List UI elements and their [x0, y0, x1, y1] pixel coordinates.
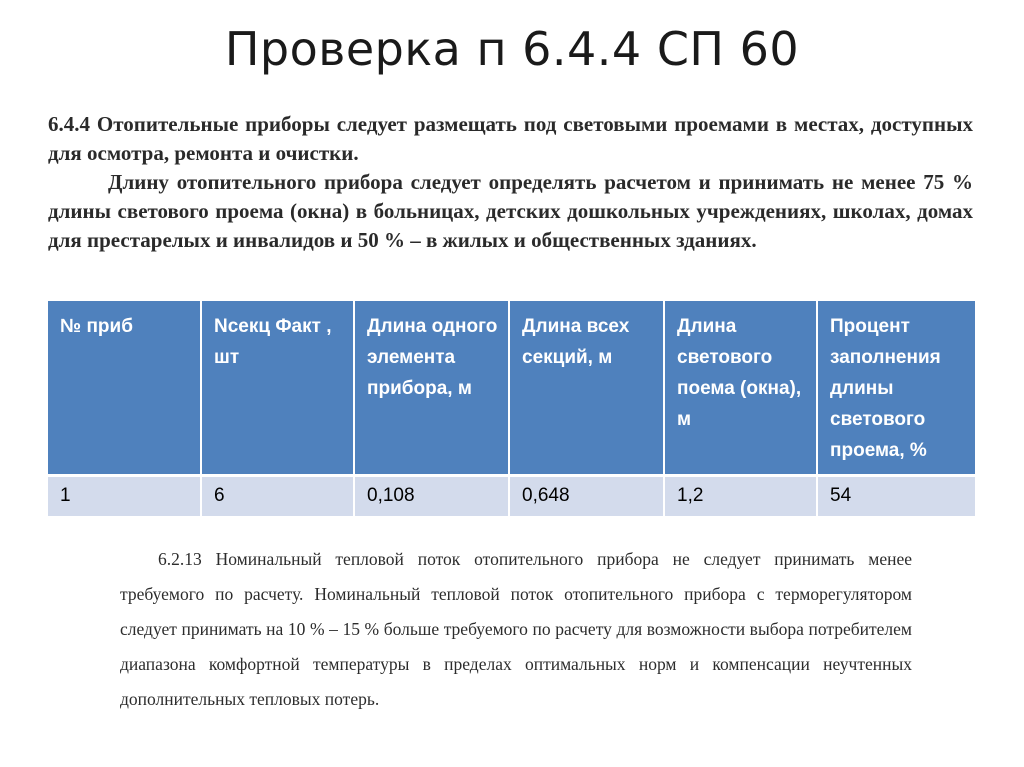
- regulation-excerpt-6-2-13: [120, 542, 912, 717]
- table-cell: 54: [817, 476, 975, 516]
- excerpt-paragraph: 6.4.4 Отопительные приборы следует размещать под световыми проемами в местах, доступных для осмотра, ремонта и очистки.: [48, 112, 973, 165]
- column-header-element-length: Длина одного элемента прибора, м: [354, 301, 509, 476]
- table-cell: 0,648: [509, 476, 664, 516]
- excerpt-paragraph: 6.2.13 Номинальный тепловой поток отопительного прибора не следует принимать менее требуемого по расчету. Номинальный тепловой поток отопительного прибора с терморегулятором следует принимать на 10 % – 15 % больше требуемого по расчету для возможности выбора потребителем диапазона комфортной температуры в пределах оптимальных норм и компенсации неучтенных дополнительных тепловых потерь.: [120, 549, 912, 709]
- table-row: [48, 476, 975, 516]
- table-cell: 0,108: [354, 476, 509, 516]
- column-header-total-length: Длина всех секций, м: [509, 301, 664, 476]
- slide-title: Проверка п 6.4.4 СП 60: [224, 22, 800, 76]
- column-header-window-length: Длина светового поема (окна), м: [664, 301, 817, 476]
- regulation-excerpt-6-4-4: [48, 110, 973, 255]
- column-header-fill-percent: Процент заполнения длины светового проема, %: [817, 301, 975, 476]
- table-cell: 1,2: [664, 476, 817, 516]
- heater-check-table: [48, 301, 975, 516]
- table-cell: 6: [201, 476, 354, 516]
- excerpt-paragraph: Длину отопительного прибора следует определять расчетом и принимать не менее 75 % длины светового проема (окна) в больницах, детских дошкольных учреждениях, школах, домах для престарелых и инвалидов и 50 % – в жилых и общественных зданиях.: [48, 170, 973, 252]
- column-header-device-number: № приб: [48, 301, 201, 476]
- table-header-row: [48, 301, 975, 476]
- table-cell: 1: [48, 476, 201, 516]
- column-header-section-count: Nсекц Факт , шт: [201, 301, 354, 476]
